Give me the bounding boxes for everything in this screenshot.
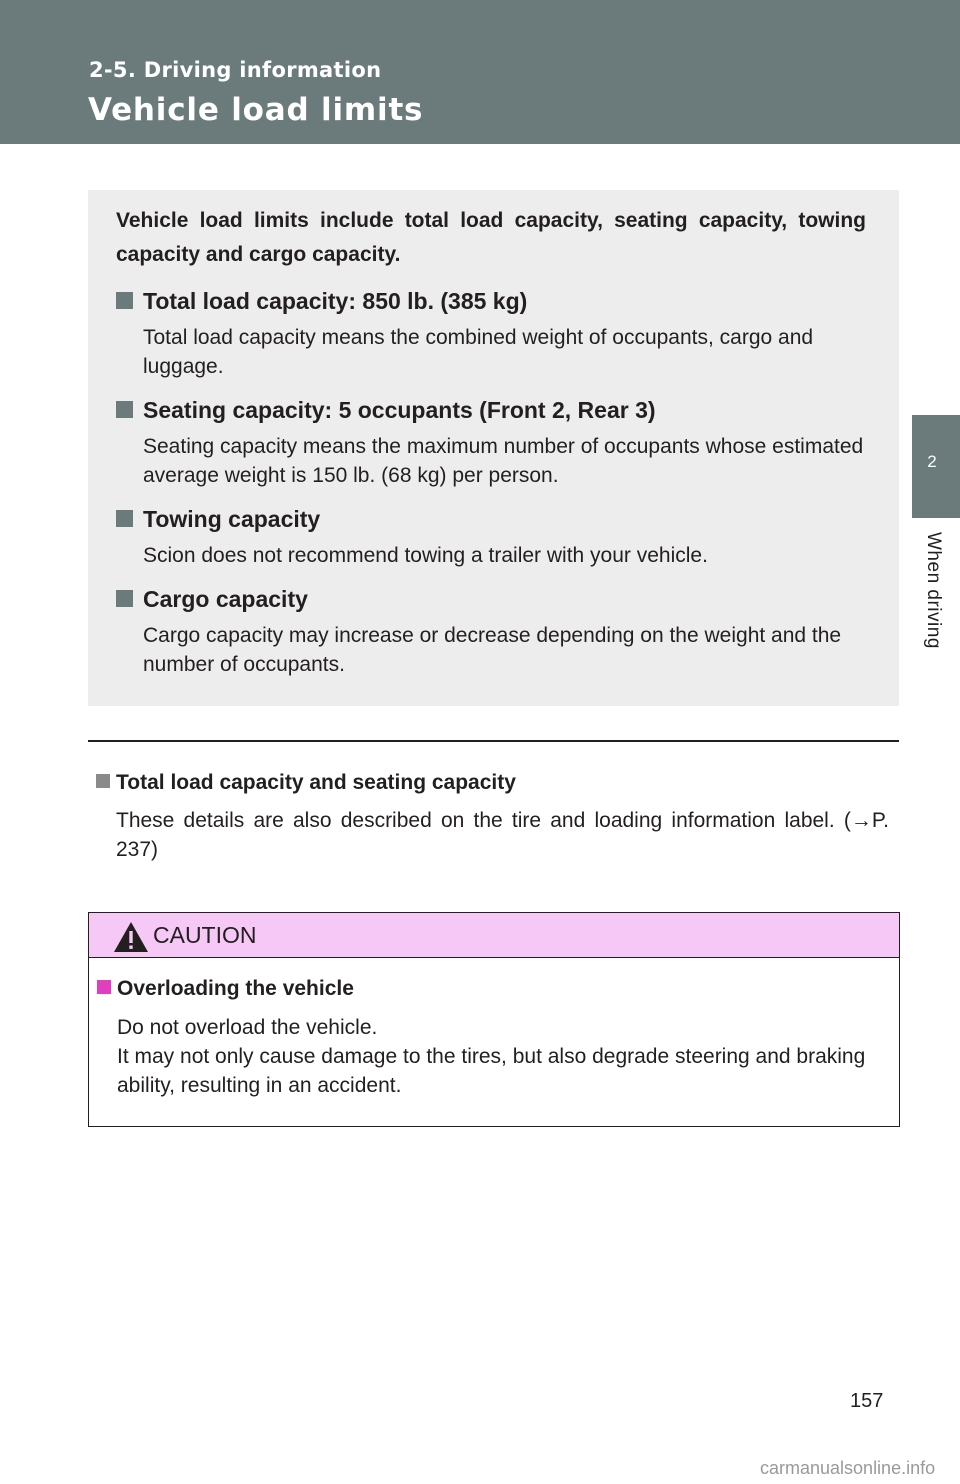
item-heading-seating (116, 396, 656, 424)
caution-box (88, 912, 900, 1127)
caution-line: Do not overload the vehicle. (117, 1016, 378, 1039)
page-number: 157 (850, 1390, 884, 1412)
note-heading (96, 770, 516, 796)
item-heading-text: Seating capacity: 5 occupants (Front 2, Rear 3) (143, 397, 656, 423)
section-label: 2-5. Driving information (89, 58, 382, 82)
caution-heading-text: Overloading the vehicle (117, 977, 354, 1000)
side-margin-lower (912, 518, 960, 1484)
bullet-square-icon (96, 774, 110, 788)
item-body-total-load: Total load capacity means the combined weight of occupants, cargo and luggage. (143, 326, 814, 378)
side-margin (912, 144, 960, 415)
item-heading-cargo (116, 585, 308, 613)
caution-body (117, 1013, 897, 1100)
item-body-towing: Scion does not recommend towing a trailer with your vehicle. (143, 544, 708, 567)
item-heading-total-load (116, 287, 527, 315)
caution-heading (97, 976, 354, 1002)
page-title: Vehicle load limits (88, 92, 424, 128)
intro-text: Vehicle load limits include total load capacity, seating capacity, towing capacity and cargo capacity. (116, 209, 866, 266)
item-heading-text: Cargo capacity (143, 586, 308, 612)
bullet-square-icon (97, 980, 111, 994)
caution-line: It may not only cause damage to the tires, but also degrade steering and braking ability, resulting in an accident. (117, 1045, 866, 1097)
caution-header (89, 913, 899, 958)
chapter-label: When driving (923, 532, 944, 649)
page-header (0, 0, 960, 144)
warning-triangle-icon (113, 921, 149, 953)
bullet-square-icon (116, 401, 133, 418)
note-heading-text: Total load capacity and seating capacity (116, 771, 516, 794)
bullet-square-icon (116, 292, 133, 309)
section-divider (88, 740, 899, 742)
item-heading-text: Towing capacity (143, 506, 321, 532)
bullet-square-icon (116, 510, 133, 527)
caution-title: CAUTION (153, 922, 257, 948)
item-heading-towing (116, 505, 320, 533)
note-body: These details are also described on the tire and loading information label. (→P. 237) (116, 809, 889, 861)
bullet-square-icon (116, 590, 133, 607)
item-body-seating: Seating capacity means the maximum number of occupants whose estimated average weight is 150 lb. (68 kg) per person. (143, 435, 864, 487)
watermark: carmanualsonline.info (760, 1458, 936, 1478)
item-heading-text: Total load capacity: 850 lb. (385 kg) (143, 288, 528, 314)
item-body-cargo: Cargo capacity may increase or decrease depending on the weight and the number of occupants. (143, 624, 842, 676)
chapter-number: 2 (927, 452, 937, 471)
